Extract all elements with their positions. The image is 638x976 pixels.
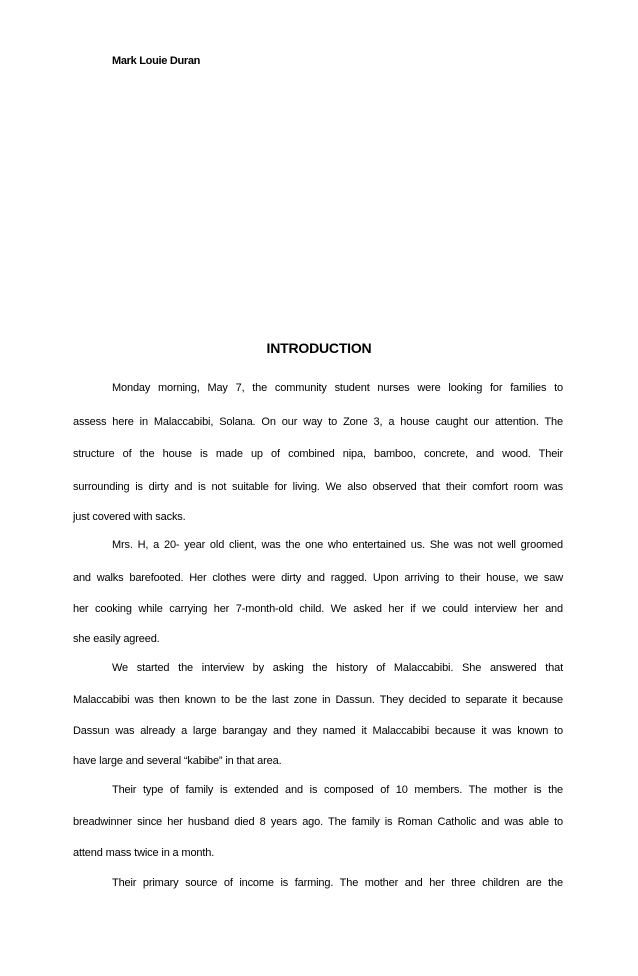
paragraph-line: she easily agreed. [73, 633, 160, 645]
paragraph-line: breadwinner since her husband died 8 years ago. The family is Roman Catholic and was able to [73, 816, 563, 828]
paragraph-line: just covered with sacks. [73, 511, 186, 523]
paragraph-line: assess here in Malaccabibi, Solana. On our way to Zone 3, a house caught our attention. The [73, 416, 563, 428]
paragraph-line: structure of the house is made up of combined nipa, bamboo, concrete, and wood. Their [73, 448, 563, 460]
paragraph-line: surrounding is dirty and is not suitable for living. We also observed that their comfort room was [73, 481, 563, 493]
paragraph-line: her cooking while carrying her 7-month-old child. We asked her if we could interview her and [73, 603, 563, 615]
author-name: Mark Louie Duran [112, 55, 201, 67]
paragraph-line: and walks barefooted. Her clothes were dirty and ragged. Upon arriving to their house, we saw [73, 572, 563, 584]
paragraph-line: Their primary source of income is farming. The mother and her three children are the [112, 877, 563, 889]
paragraph-line: Mrs. H, a 20- year old client, was the one who entertained us. She was not well groomed [112, 539, 563, 551]
section-title: INTRODUCTION [266, 340, 372, 356]
paragraph-line: Monday morning, May 7, the community student nurses were looking for families to [112, 382, 563, 394]
paragraph-line: We started the interview by asking the history of Malaccabibi. She answered that [112, 662, 563, 674]
paragraph-line: Dassun was already a large barangay and they named it Malaccabibi because it was known to [73, 725, 563, 737]
paragraph-line: Malaccabibi was then known to be the last zone in Dassun. They decided to separate it because [73, 694, 563, 706]
paragraph-line: have large and several “kabibe” in that area. [73, 755, 282, 767]
paragraph-line: attend mass twice in a month. [73, 847, 215, 859]
paragraph-line: Their type of family is extended and is composed of 10 members. The mother is the [112, 784, 563, 796]
